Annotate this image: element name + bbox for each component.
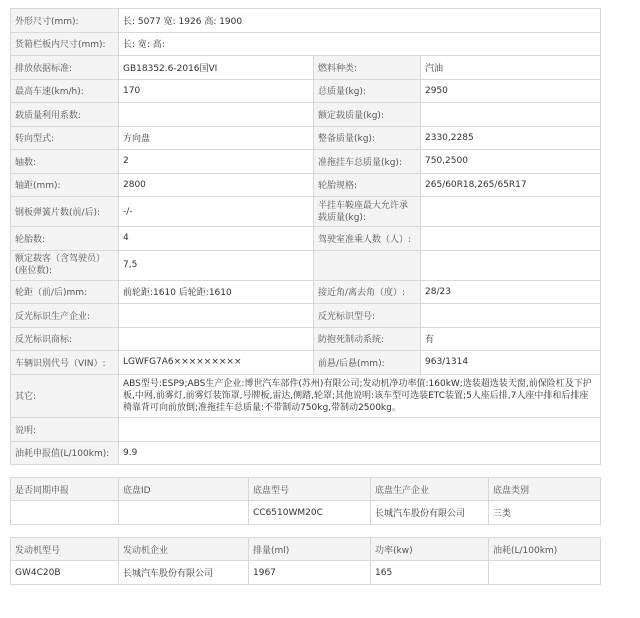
fuel-consumption-label: 油耗申报值(L/100km):: [11, 441, 119, 465]
track-value: 前轮距:1610 后轮距:1610: [119, 280, 314, 304]
engine-header-consumption: 油耗(L/100km): [489, 538, 601, 561]
vehicle-spec-table: [10, 8, 601, 465]
spec-row-other: [11, 374, 601, 417]
tire-count-label: 轮胎数:: [11, 227, 119, 251]
vin-value: LGWFG7A6×××××××××: [119, 351, 314, 375]
emission-value: GB18352.6-2016国VI: [119, 56, 314, 80]
chassis-header-model: 底盘型号: [249, 478, 371, 501]
other-value: ABS型号:ESP9;ABS生产企业:博世汽车部件(苏州)有限公司;发动机净功率值:160kW;选装超选装天窗,前保险杠及下护板,中网,前雾灯,前雾灯装饰罩,号牌板,雷达,侧踏,轮罩;其他说明:该车型可选装ETC装置;5人座后排,7人座中排和后排座椅靠背可向前放倒;准拖挂车总质量:不带制动750kg,带制动2500kg。: [119, 374, 601, 417]
total-mass-label: 总质量(kg):: [314, 79, 421, 103]
trailer-mass-value: 750,2500: [421, 150, 601, 174]
engine-displacement-value: 1967: [249, 561, 371, 585]
load-util-label: 载质量利用系数:: [11, 103, 119, 127]
curb-mass-value: 2330,2285: [421, 126, 601, 150]
cab-seats-label: 驾驶室准乘人数（人）:: [314, 227, 421, 251]
axles-value: 2: [119, 150, 314, 174]
chassis-header-class: 底盘类别: [489, 478, 601, 501]
spec-row-cargo: [11, 32, 601, 56]
spec-row-dimensions: [11, 9, 601, 33]
chassis-table: [10, 477, 601, 525]
tire-count-value: 4: [119, 227, 314, 251]
steering-value: 方向盘: [119, 126, 314, 150]
other-label: 其它:: [11, 374, 119, 417]
wheelbase-label: 轴距(mm):: [11, 173, 119, 197]
engine-header-model: 发动机型号: [11, 538, 119, 561]
engine-table: [10, 537, 601, 585]
spec-row-axles: [11, 150, 601, 174]
dims-label: 外形尺寸(mm):: [11, 9, 119, 33]
fuel-type-label: 燃料种类:: [314, 56, 421, 80]
spec-row-load: [11, 103, 601, 127]
dims-value: 长: 5077 宽: 1926 高: 1900: [119, 9, 601, 33]
spec-row-passengers: [11, 250, 601, 280]
reflect-model-label: 反光标识型号:: [314, 304, 421, 328]
overhang-value: 963/1314: [421, 351, 601, 375]
passengers-label: 额定载客（含驾驶员）(座位数):: [11, 250, 119, 280]
speed-value: 170: [119, 79, 314, 103]
emission-label: 排放依据标准:: [11, 56, 119, 80]
tire-spec-label: 轮胎规格:: [314, 173, 421, 197]
reflect-model-value: [421, 304, 601, 328]
engine-power-value: 165: [371, 561, 489, 585]
cargo-value: 长: 宽: 高:: [119, 32, 601, 56]
chassis-id-value: [119, 501, 249, 525]
abs-label: 防抱死制动系统:: [314, 327, 421, 351]
speed-label: 最高车速(km/h):: [11, 79, 119, 103]
fuel-consumption-value: 9.9: [119, 441, 601, 465]
cargo-label: 货箱栏板内尺寸(mm):: [11, 32, 119, 56]
reflect-mfr-value: [119, 304, 314, 328]
trailer-mass-label: 准拖挂车总质量(kg):: [314, 150, 421, 174]
overhang-label: 前悬/后悬(mm):: [314, 351, 421, 375]
engine-model-value: GW4C20B: [11, 561, 119, 585]
rated-load-label: 额定载质量(kg):: [314, 103, 421, 127]
chassis-header-mfr: 底盘生产企业: [371, 478, 489, 501]
spring-value: -/-: [119, 197, 314, 227]
chassis-class-value: 三类: [489, 501, 601, 525]
spec-sheet: [10, 8, 600, 585]
chassis-model-value: CC6510WM20C: [249, 501, 371, 525]
spec-row-speed: [11, 79, 601, 103]
reflect-brand-label: 反光标识商标:: [11, 327, 119, 351]
engine-header-displacement: 排量(ml): [249, 538, 371, 561]
engine-consumption-value: [489, 561, 601, 585]
abs-value: 有: [421, 327, 601, 351]
engine-data-row: [11, 561, 601, 585]
vin-label: 车辆识别代号（VIN）:: [11, 351, 119, 375]
chassis-mfr-value: 长城汽车股份有限公司: [371, 501, 489, 525]
spec-row-track: [11, 280, 601, 304]
note-label: 说明:: [11, 417, 119, 441]
spec-row-fuel-consumption: [11, 441, 601, 465]
semi-trailer-value: [421, 197, 601, 227]
chassis-header-row: [11, 478, 601, 501]
curb-mass-label: 整备质量(kg):: [314, 126, 421, 150]
steering-label: 转向型式:: [11, 126, 119, 150]
spec-row-vin: [11, 351, 601, 375]
empty-value-cell: [421, 250, 601, 280]
spec-row-spring: [11, 197, 601, 227]
total-mass-value: 2950: [421, 79, 601, 103]
spring-label: 钢板弹簧片数(前/后):: [11, 197, 119, 227]
semi-trailer-label: 半挂车鞍座最大允许承载质量(kg):: [314, 197, 421, 227]
axles-label: 轴数:: [11, 150, 119, 174]
engine-mfr-value: 长城汽车股份有限公司: [119, 561, 249, 585]
engine-header-power: 功率(kw): [371, 538, 489, 561]
load-util-value: [119, 103, 314, 127]
cab-seats-value: [421, 227, 601, 251]
engine-header-row: [11, 538, 601, 561]
chassis-header-id: 底盘ID: [119, 478, 249, 501]
fuel-type-value: 汽油: [421, 56, 601, 80]
reflect-mfr-label: 反光标识生产企业:: [11, 304, 119, 328]
passengers-value: 7,5: [119, 250, 314, 280]
rated-load-value: [421, 103, 601, 127]
note-value: [119, 417, 601, 441]
chassis-data-row: [11, 501, 601, 525]
chassis-header-sync: 是否同期申报: [11, 478, 119, 501]
spec-row-brand: [11, 327, 601, 351]
tire-spec-value: 265/60R18,265/65R17: [421, 173, 601, 197]
spec-row-tire-count: [11, 227, 601, 251]
spec-row-note: [11, 417, 601, 441]
approach-value: 28/23: [421, 280, 601, 304]
spec-row-wheelbase: [11, 173, 601, 197]
reflect-brand-value: [119, 327, 314, 351]
spec-row-reflect: [11, 304, 601, 328]
approach-label: 接近角/离去角（度）:: [314, 280, 421, 304]
engine-header-mfr: 发动机企业: [119, 538, 249, 561]
wheelbase-value: 2800: [119, 173, 314, 197]
track-label: 轮距（前/后)mm:: [11, 280, 119, 304]
chassis-sync-value: [11, 501, 119, 525]
empty-label-cell: [314, 250, 421, 280]
spec-row-steering: [11, 126, 601, 150]
spec-row-emission: [11, 56, 601, 80]
